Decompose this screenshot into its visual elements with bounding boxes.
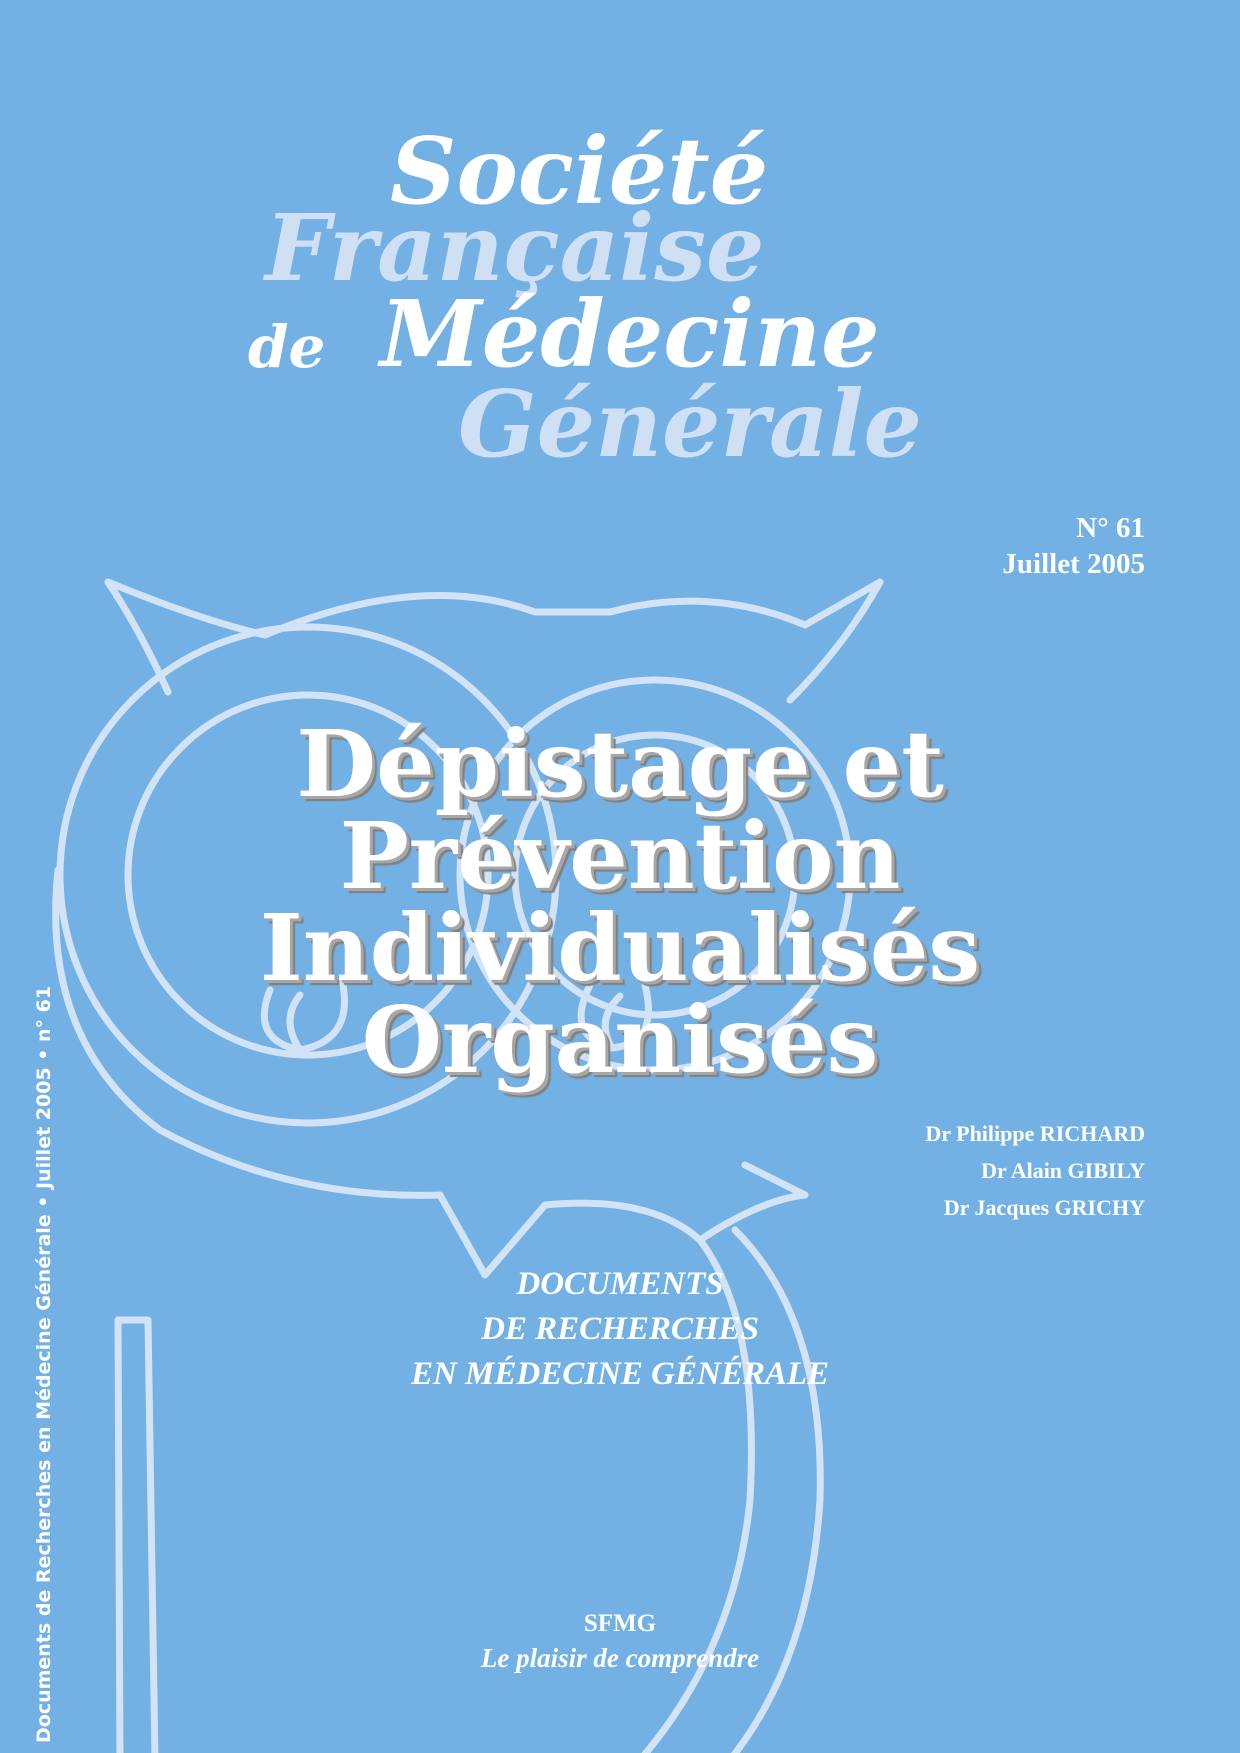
issue-number: N° 61 bbox=[1076, 512, 1145, 544]
author-list bbox=[925, 1115, 1145, 1226]
masthead-line-de: de bbox=[248, 313, 326, 381]
masthead-line-societe: Société bbox=[390, 117, 769, 225]
author-name: Dr Philippe RICHARD bbox=[925, 1121, 1145, 1146]
title-line-1: Dépistage et bbox=[296, 710, 944, 818]
author-name: Dr Alain GIBILY bbox=[981, 1158, 1145, 1183]
publisher-block bbox=[340, 1607, 900, 1675]
title-line-3: Individualisés bbox=[259, 894, 981, 1002]
series-line-1: DOCUMENTS bbox=[516, 1266, 724, 1302]
publisher-tagline: Le plaisir de comprendre bbox=[480, 1643, 760, 1673]
masthead-line-francaise: Française bbox=[265, 194, 765, 302]
series-line-3: EN MÉDECINE GÉNÉRALE bbox=[410, 1356, 830, 1392]
author-name: Dr Jacques GRICHY bbox=[943, 1195, 1145, 1220]
masthead-line-generale: Générale bbox=[458, 370, 923, 478]
publisher-name: SFMG bbox=[583, 1610, 657, 1637]
issue-date: Juillet 2005 bbox=[1002, 548, 1145, 580]
title-line-4: Organisés bbox=[361, 986, 879, 1094]
issue-info bbox=[1002, 510, 1145, 582]
series-line-2: DE RECHERCHES bbox=[481, 1311, 759, 1347]
spine-text: Documents de Recherches en Médecine Générale • Juillet 2005 • n° 61 bbox=[33, 985, 55, 1743]
cover-title bbox=[150, 710, 1090, 1094]
title-line-2: Prévention bbox=[339, 802, 901, 910]
masthead-line-medecine: Médecine bbox=[380, 280, 880, 388]
series-title bbox=[320, 1262, 920, 1397]
